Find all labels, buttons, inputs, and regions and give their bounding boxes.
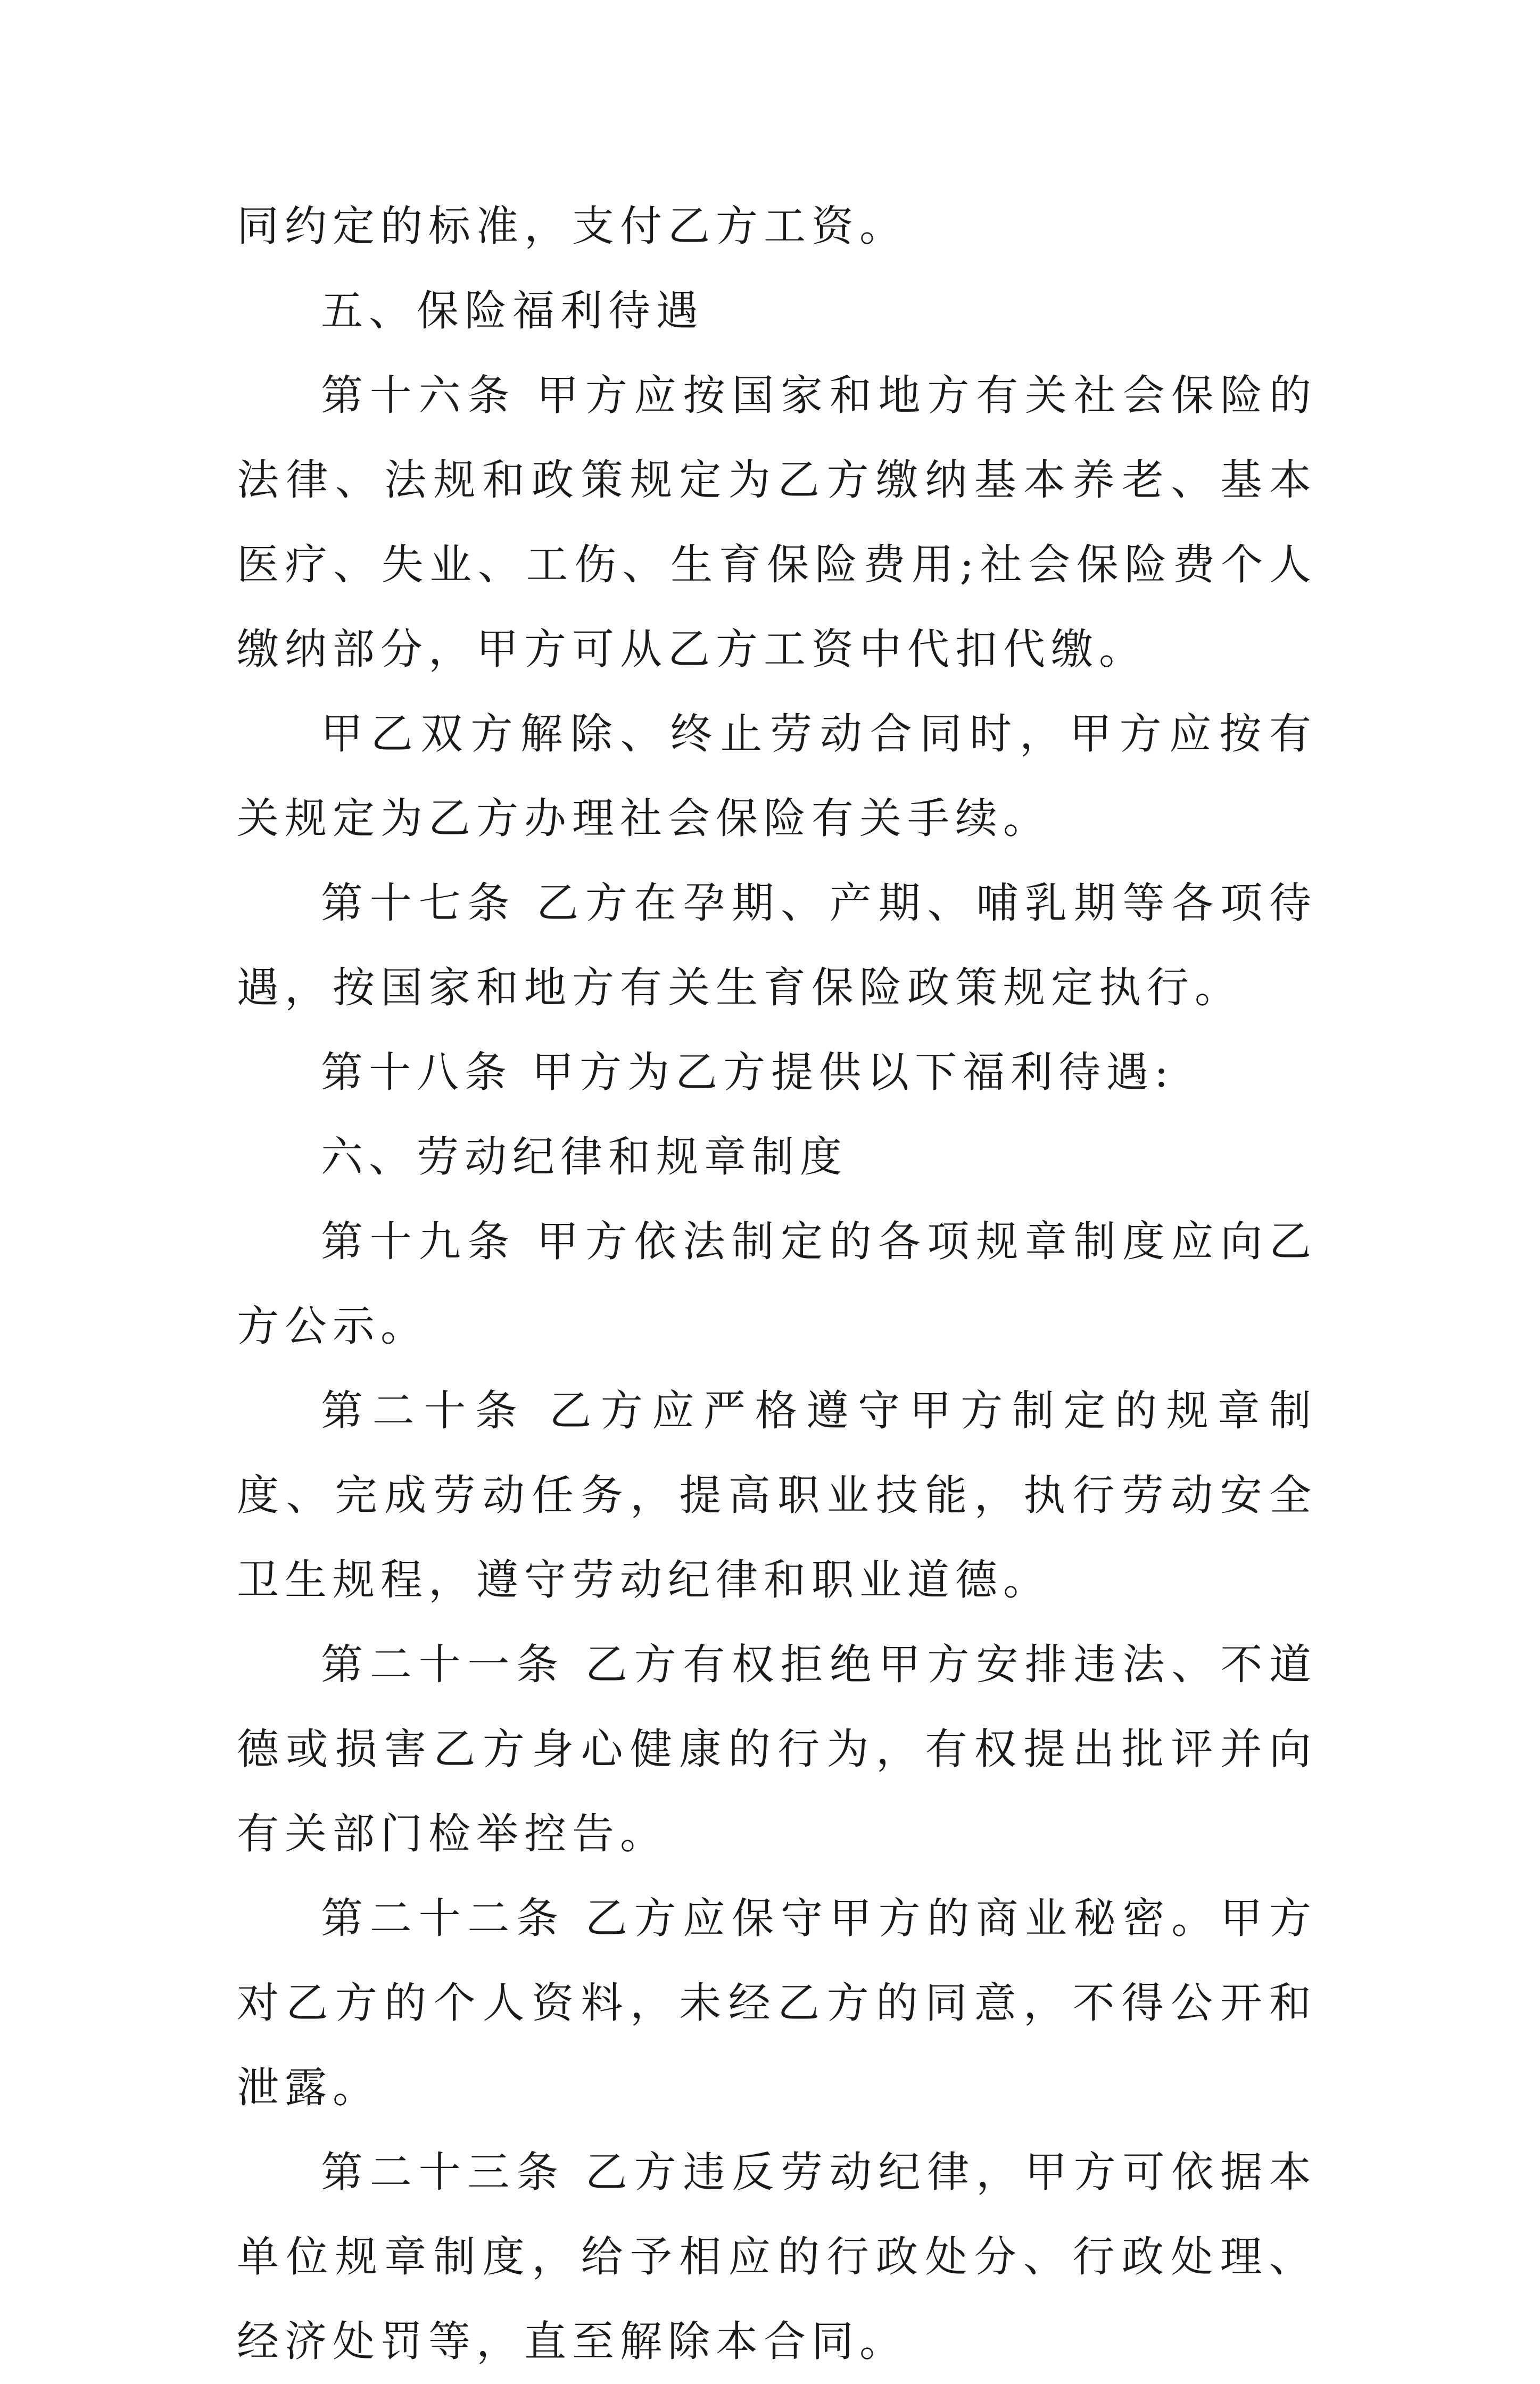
paragraph-wage-payment: 同约定的标准，支付乙方工资。 [237,202,907,251]
section-heading-insurance-welfare: 五、保险福利待遇 [321,286,704,335]
article-20: 第二十条 乙方应严格遵守甲方制定的规章制度、完成劳动任务，提高职业技能，执行劳动安全卫生规程，遵守劳动纪律和职业道德。 [237,1386,1317,1604]
article-23: 第二十三条 乙方违反劳动纪律，甲方可依据本单位规章制度，给予相应的行政处分、行政处理、经济处罚等，直至解除本合同。 [237,2148,1317,2366]
article-21: 第二十一条 乙方有权拒绝甲方安排违法、不道德或损害乙方身心健康的行为，有权提出批评并向有关部门检举控告。 [237,1640,1317,1858]
article-18: 第十八条 甲方为乙方提供以下福利待遇: [321,1048,1174,1097]
document-body [237,184,1317,2384]
article-16: 第十六条 甲方应按国家和地方有关社会保险的法律、法规和政策规定为乙方缴纳基本养老、基本医疗、失业、工伤、生育保险费用;社会保险费个人缴纳部分，甲方可从乙方工资中代扣代缴。 [237,371,1317,674]
article-17: 第十七条 乙方在孕期、产期、哺乳期等各项待遇，按国家和地方有关生育保险政策规定执行。 [237,879,1317,1012]
paragraph-termination-social-insurance: 甲乙双方解除、终止劳动合同时，甲方应按有关规定为乙方办理社会保险有关手续。 [237,709,1317,843]
article-22: 第二十二条 乙方应保守甲方的商业秘密。甲方对乙方的个人资料，未经乙方的同意，不得公开和泄露。 [237,1894,1317,2112]
section-heading-labor-discipline: 六、劳动纪律和规章制度 [321,1132,848,1181]
article-19: 第十九条 甲方依法制定的各项规章制度应向乙方公示。 [237,1217,1317,1351]
